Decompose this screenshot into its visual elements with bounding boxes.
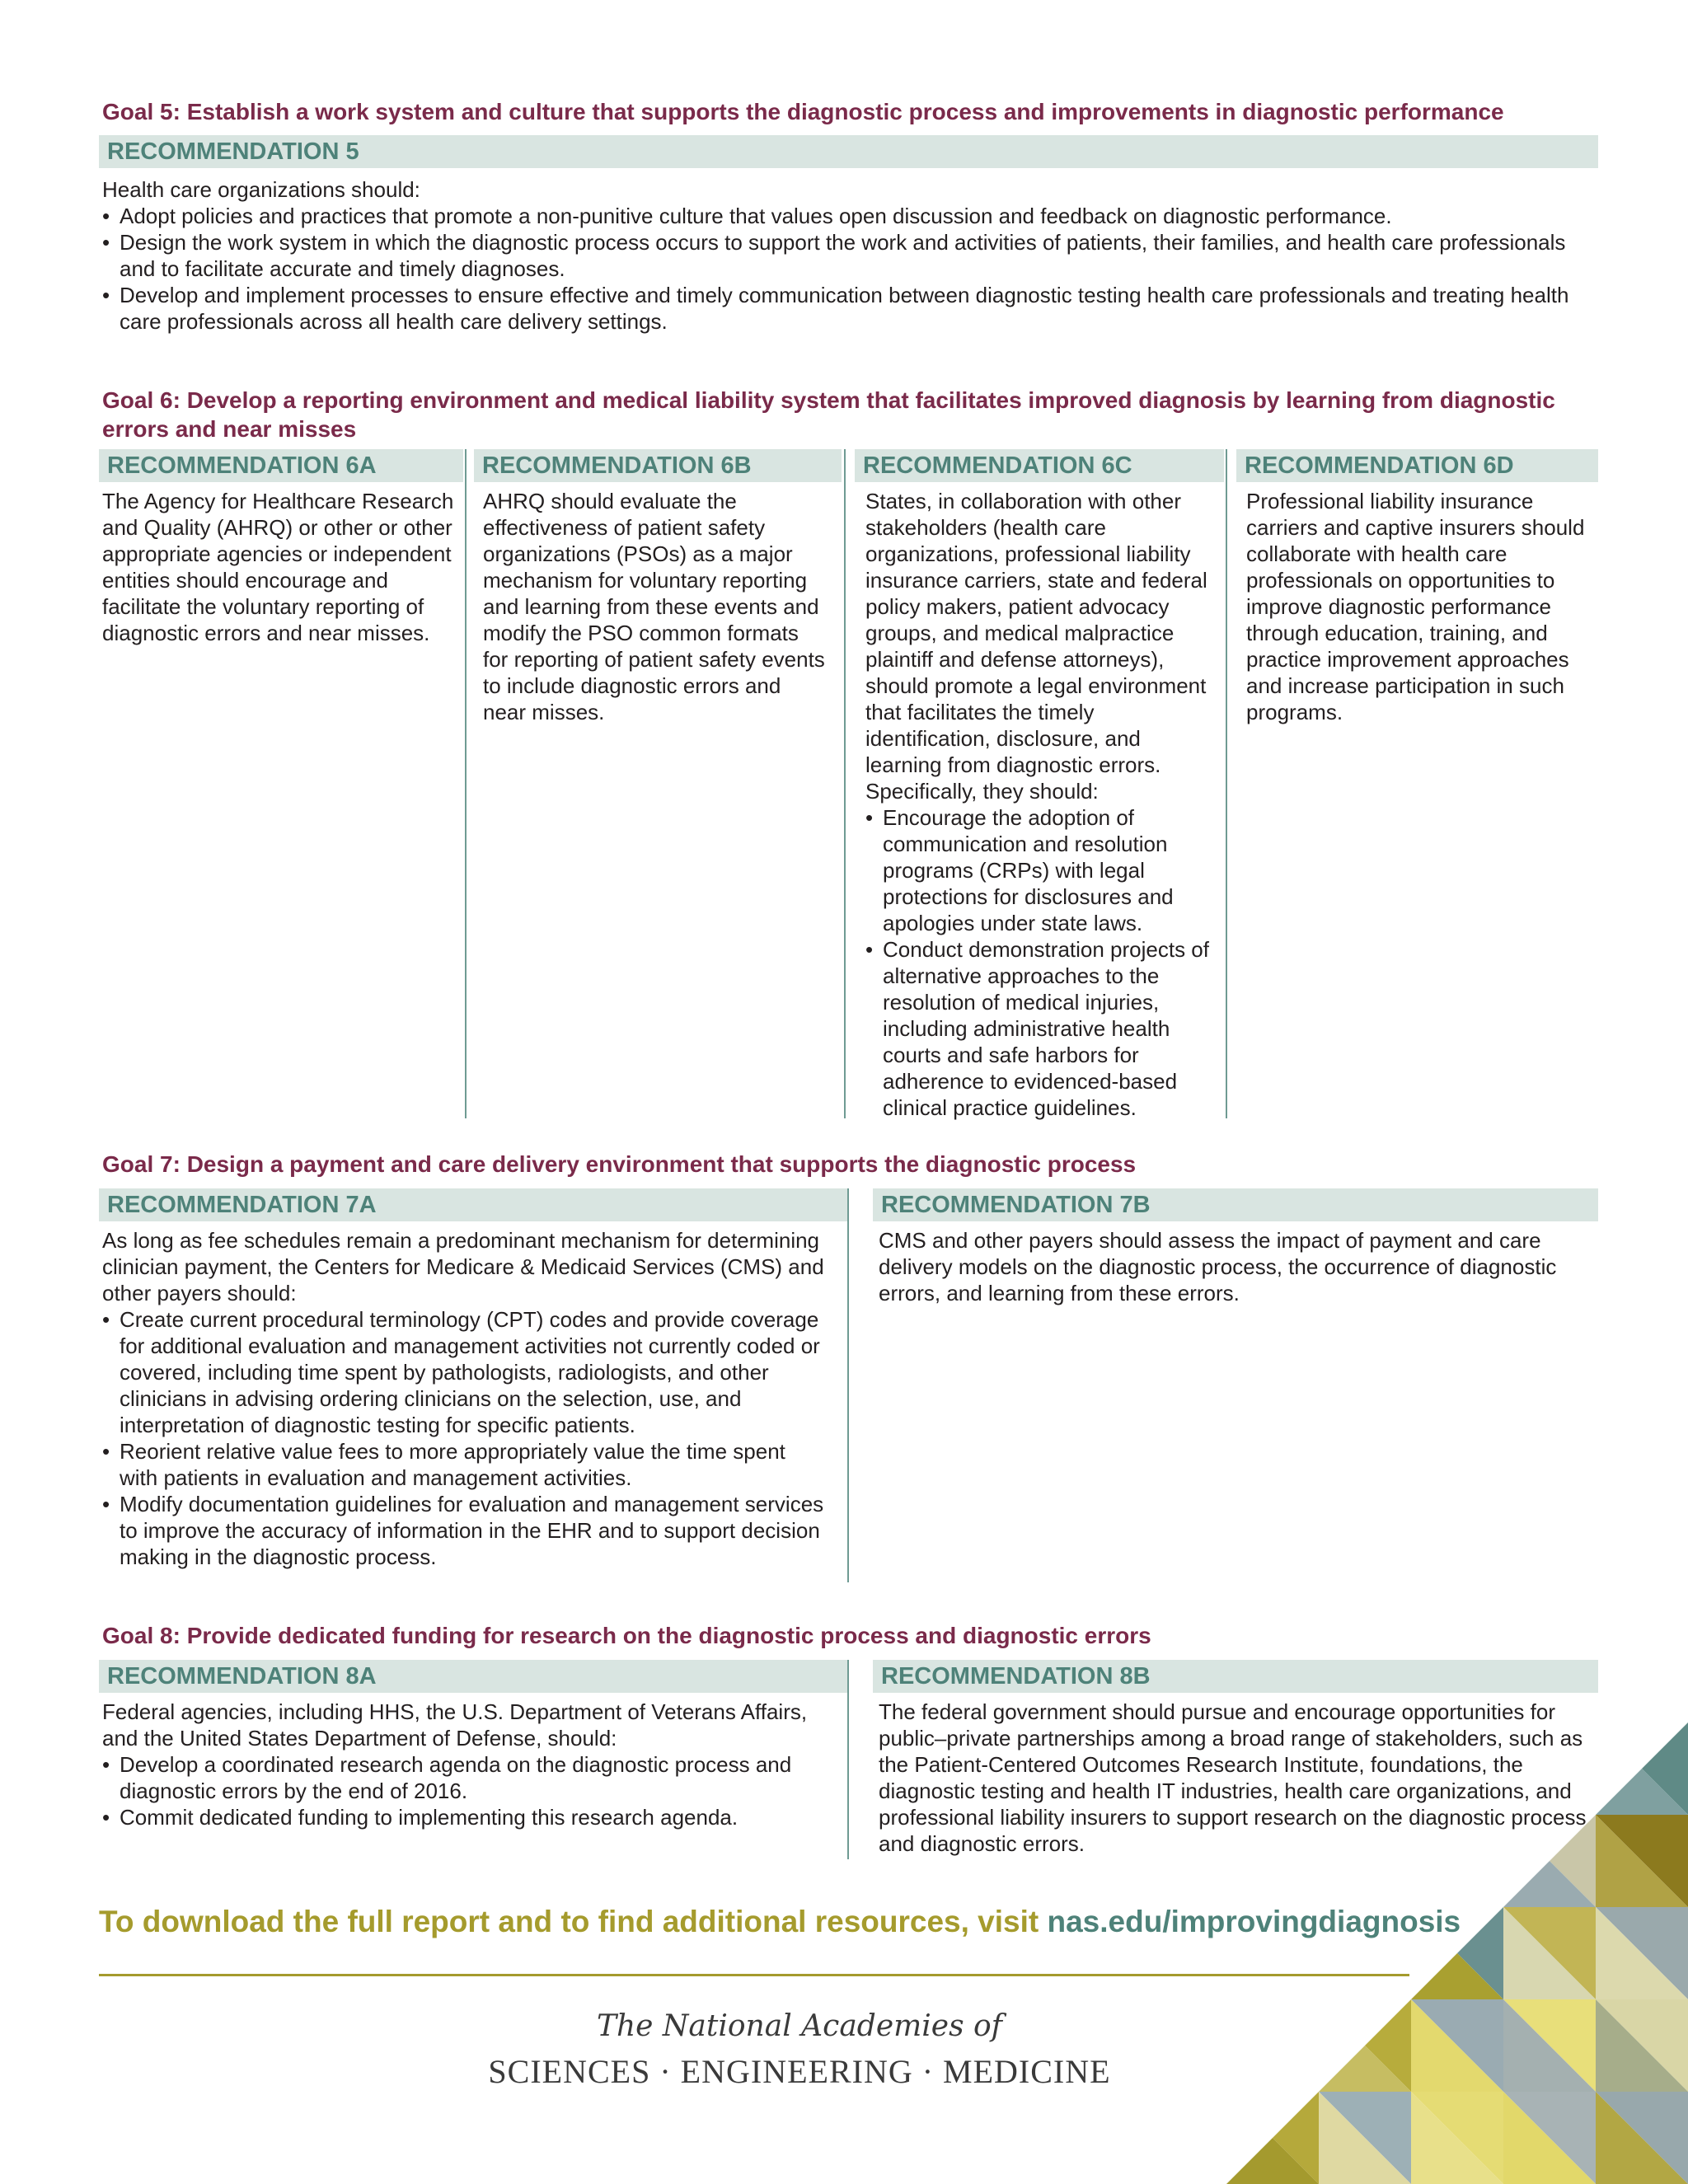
- recommendation-6c-list: [865, 804, 1212, 1121]
- list-item: • Encourage the adoption of communication and resolution programs (CRPs) with legal protections for disclosures and apologies under state laws.: [865, 804, 1212, 936]
- recommendation-5-header: RECOMMENDATION 5: [99, 135, 1598, 168]
- recommendation-8a-body: [102, 1699, 828, 1830]
- recommendation-7b-header: RECOMMENDATION 7B: [873, 1188, 1598, 1221]
- recommendation-6d-header: RECOMMENDATION 6D: [1236, 449, 1598, 482]
- goal-5-title: Goal 5: Establish a work system and culture that supports the diagnostic process and improvements in diagnostic performance: [102, 99, 1504, 124]
- logo-line-1: The National Academies of: [596, 2009, 1002, 2043]
- recommendation-8b-header: RECOMMENDATION 8B: [873, 1660, 1598, 1693]
- recommendation-8a-header: RECOMMENDATION 8A: [99, 1660, 847, 1693]
- list-item: • Design the work system in which the diagnostic process occurs to support the work and activities of patients, their families, and health care professionals and to facilitate accurate and timely diagnoses.: [102, 229, 1569, 282]
- goal-8-title: Goal 8: Provide dedicated funding for research on the diagnostic process and diagnostic errors: [102, 1623, 1151, 1648]
- recommendation-5-body: [102, 176, 1569, 335]
- recommendation-7a-body: [102, 1227, 828, 1570]
- recommendation-6d-body: Professional liability insurance carriers and captive insurers should collaborate with health care professionals on opportunities to improve diagnostic performance through education, training, and practice improvement approaches and increase participation in such programs.: [1246, 489, 1585, 724]
- recommendation-6a-body: The Agency for Healthcare Research and Quality (AHRQ) or other or other appropriate agencies or independent entities should encourage and facilitate the voluntary reporting of diagnostic errors and near misses.: [102, 489, 454, 645]
- triangle-mosaic: [1226, 1722, 1688, 2184]
- list-item: • Adopt policies and practices that promote a non-punitive culture that values open discussion and feedback on diagnostic performance.: [102, 203, 1569, 229]
- list-item: • Create current procedural terminology (CPT) codes and provide coverage for additional evaluation and management activities not currently coded or covered, including time spent by pathologists, radiologists, and other clinicians in advising ordering clinicians on the selection, use, and interpretation of diagnostic testing for specific patients.: [102, 1306, 828, 1438]
- list-item: • Develop a coordinated research agenda on the diagnostic process and diagnostic errors by the end of 2016.: [102, 1751, 828, 1804]
- recommendation-6c-intro: States, in collaboration with other stakeholders (health care organizations, professional liability insurance carriers, state and federal policy makers, patient advocacy groups, and medical malpractice plaintiff and defense attorneys), should promote a legal environment that facilitates the timely identification, disclosure, and learning from diagnostic errors. Specifically, they should:: [865, 489, 1207, 804]
- list-item: • Commit dedicated funding to implementing this research agenda.: [102, 1804, 828, 1830]
- column-divider: [1226, 449, 1227, 1118]
- download-text: To download the full report and to find additional resources, visit: [99, 1905, 1048, 1938]
- column-divider: [847, 1660, 849, 1859]
- recommendation-8b-body: The federal government should pursue and encourage opportunities for public–private partnerships among a broad range of stakeholders, such as the Patient-Centered Outcomes Research Institute, foundations, the diagnostic testing and health IT industries, health care organizations, and professional liability insurers to support research on the diagnostic process and diagnostic errors.: [879, 1699, 1587, 1856]
- recommendation-7a-header: RECOMMENDATION 7A: [99, 1188, 847, 1221]
- recommendation-7a-intro: As long as fee schedules remain a predominant mechanism for determining clinician payment, the Centers for Medicare & Medicaid Services (CMS) and other payers should:: [102, 1228, 824, 1305]
- report-link[interactable]: nas.edu/improvingdiagnosis: [1047, 1905, 1461, 1938]
- recommendation-5-intro: Health care organizations should:: [102, 177, 420, 202]
- goal-6-title: Goal 6: Develop a reporting environment and medical liability system that facilitates improved diagnosis by learning from diagnostic errors and near misses: [102, 387, 1555, 442]
- column-divider: [844, 449, 846, 1118]
- decorative-triangle-pattern: [1226, 1722, 1688, 2184]
- list-item: • Develop and implement processes to ensure effective and timely communication between diagnostic testing health care professionals and treating health care professionals across all health care delivery settings.: [102, 282, 1569, 335]
- column-divider: [465, 449, 467, 1118]
- recommendation-5-list: [102, 203, 1569, 335]
- list-item: • Reorient relative value fees to more appropriately value the time spent with patients in evaluation and management activities.: [102, 1438, 828, 1491]
- recommendation-6b-header: RECOMMENDATION 6B: [474, 449, 842, 482]
- recommendation-6b-body: AHRQ should evaluate the effectiveness of patient safety organizations (PSOs) as a major mechanism for voluntary reporting and learning from these events and modify the PSO common formats for reporting of patient safety events to include diagnostic errors and near misses.: [483, 489, 825, 724]
- recommendation-8a-intro: Federal agencies, including HHS, the U.S. Department of Veterans Affairs, and the United States Department of Defense, should:: [102, 1699, 808, 1750]
- recommendation-6c-header: RECOMMENDATION 6C: [855, 449, 1224, 482]
- recommendation-6c-body: [865, 488, 1212, 1121]
- recommendation-7b-body: CMS and other payers should assess the impact of payment and care delivery models on the diagnostic process, the occurrence of diagnostic errors, and learning from these errors.: [879, 1228, 1557, 1305]
- goal-7-title: Goal 7: Design a payment and care delivery environment that supports the diagnostic process: [102, 1151, 1137, 1177]
- recommendation-6a-header: RECOMMENDATION 6A: [99, 449, 463, 482]
- recommendation-7a-list: [102, 1306, 828, 1570]
- column-divider: [847, 1188, 849, 1582]
- recommendation-8a-list: [102, 1751, 828, 1830]
- download-call-to-action: [99, 1905, 1500, 1939]
- list-item: • Modify documentation guidelines for evaluation and management services to improve the accuracy of information in the EHR and to support decision making in the diagnostic process.: [102, 1491, 828, 1570]
- footer-divider: [99, 1974, 1409, 1976]
- list-item: • Conduct demonstration projects of alternative approaches to the resolution of medical injuries, including administrative health courts and safe harbors for adherence to evidenced-based clinical practice guidelines.: [865, 936, 1212, 1121]
- logo-line-2: SCIENCES · ENGINEERING · MEDICINE: [488, 2053, 1111, 2090]
